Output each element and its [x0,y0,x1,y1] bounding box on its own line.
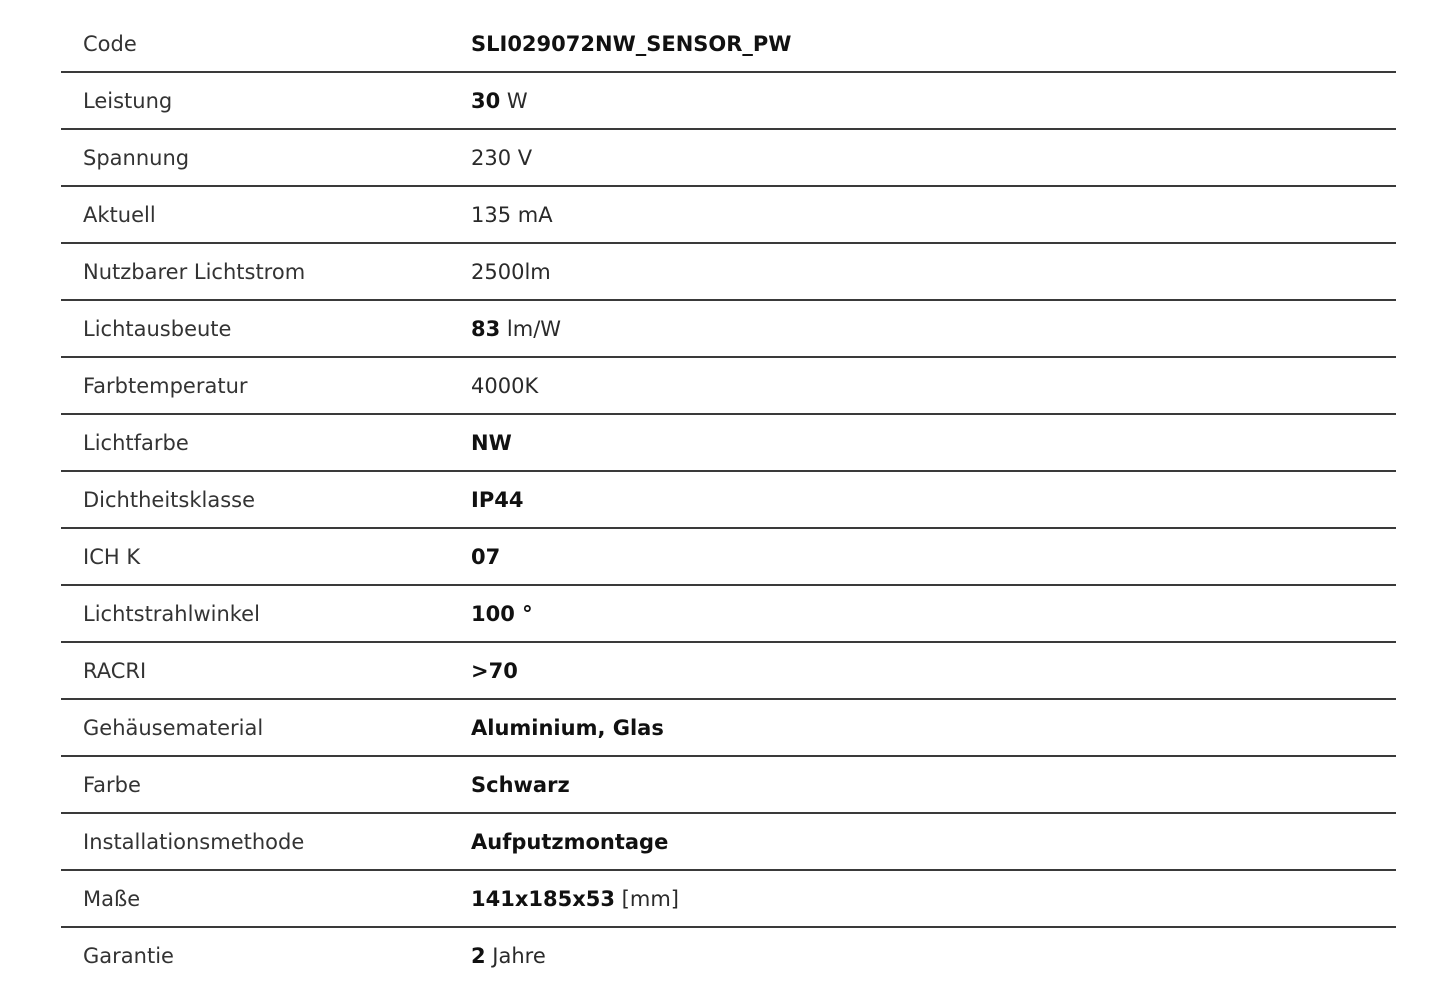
spec-value [471,89,528,113]
spec-value [471,431,512,455]
spec-label: Lichtfarbe [83,430,189,455]
spec-label: Lichtausbeute [83,316,232,341]
spec-value-bold: Schwarz [471,772,570,797]
spec-value-unit: 135 mA [471,202,553,227]
spec-value [471,602,533,626]
spec-value [471,773,570,797]
spec-label: Aktuell [83,202,156,227]
spec-label: Lichtstrahlwinkel [83,601,260,626]
spec-value [471,32,791,56]
spec-value [471,659,518,683]
spec-value [471,830,668,854]
spec-label: ICH K [83,544,141,569]
spec-row-lichtausbeute [61,301,1396,358]
spec-row-farbe [61,757,1396,814]
spec-value-bold: 30 [471,88,501,113]
spec-value-bold: >70 [471,658,518,683]
spec-value [471,260,551,284]
spec-value-unit: 230 V [471,145,533,170]
spec-label: Dichtheitsklasse [83,487,255,512]
spec-value-bold: 100 ° [471,601,533,626]
spec-value-bold: IP44 [471,487,524,512]
spec-value-bold: 141x185x53 [471,886,615,911]
spec-label: Spannung [83,145,190,170]
spec-label: Garantie [83,943,174,968]
spec-label: Installationsmethode [83,829,305,854]
spec-value-bold: Aufputzmontage [471,829,669,854]
spec-value-bold: 2 [471,943,486,968]
spec-value [471,716,664,740]
spec-row-lichtstrahlwinkel [61,586,1396,643]
spec-value-bold: 07 [471,544,501,569]
spec-label: Gehäusematerial [83,715,264,740]
spec-value [471,545,500,569]
spec-value-bold: 83 [471,316,501,341]
spec-value-bold: Aluminium, Glas [471,715,664,740]
spec-value-bold: NW [471,430,512,455]
spec-value [471,317,561,341]
spec-row-code [61,16,1396,73]
spec-row-ich-k [61,529,1396,586]
spec-value [471,488,523,512]
spec-row-masse [61,871,1396,928]
spec-value [471,944,546,968]
spec-value [471,203,553,227]
spec-row-farbtemperatur [61,358,1396,415]
spec-value-unit: lm/W [500,316,562,341]
spec-value-unit: Jahre [485,943,546,968]
spec-value [471,146,532,170]
spec-row-aktuell [61,187,1396,244]
spec-row-garantie [61,928,1396,983]
spec-value-unit: W [500,88,528,113]
spec-label: Farbtemperatur [83,373,248,398]
spec-row-lichtstrom [61,244,1396,301]
spec-value-unit: 4000K [471,373,539,398]
spec-label: RACRI [83,658,147,683]
spec-label: Leistung [83,88,173,113]
spec-row-installationsmethode [61,814,1396,871]
spec-value-unit: 2500lm [471,259,551,284]
spec-value-unit: [mm] [615,886,679,911]
spec-label: Nutzbarer Lichtstrom [83,259,306,284]
spec-row-racri [61,643,1396,700]
spec-row-spannung [61,130,1396,187]
spec-label: Farbe [83,772,141,797]
spec-row-dichtheitsklasse [61,472,1396,529]
spec-label: Code [83,31,137,56]
spec-row-gehaeusematerial [61,700,1396,757]
spec-row-leistung [61,73,1396,130]
spec-value [471,887,679,911]
spec-row-lichtfarbe [61,415,1396,472]
spec-table [61,16,1396,983]
spec-value-bold: SLI029072NW_SENSOR_PW [471,31,792,56]
spec-value [471,374,538,398]
spec-label: Maße [83,886,141,911]
